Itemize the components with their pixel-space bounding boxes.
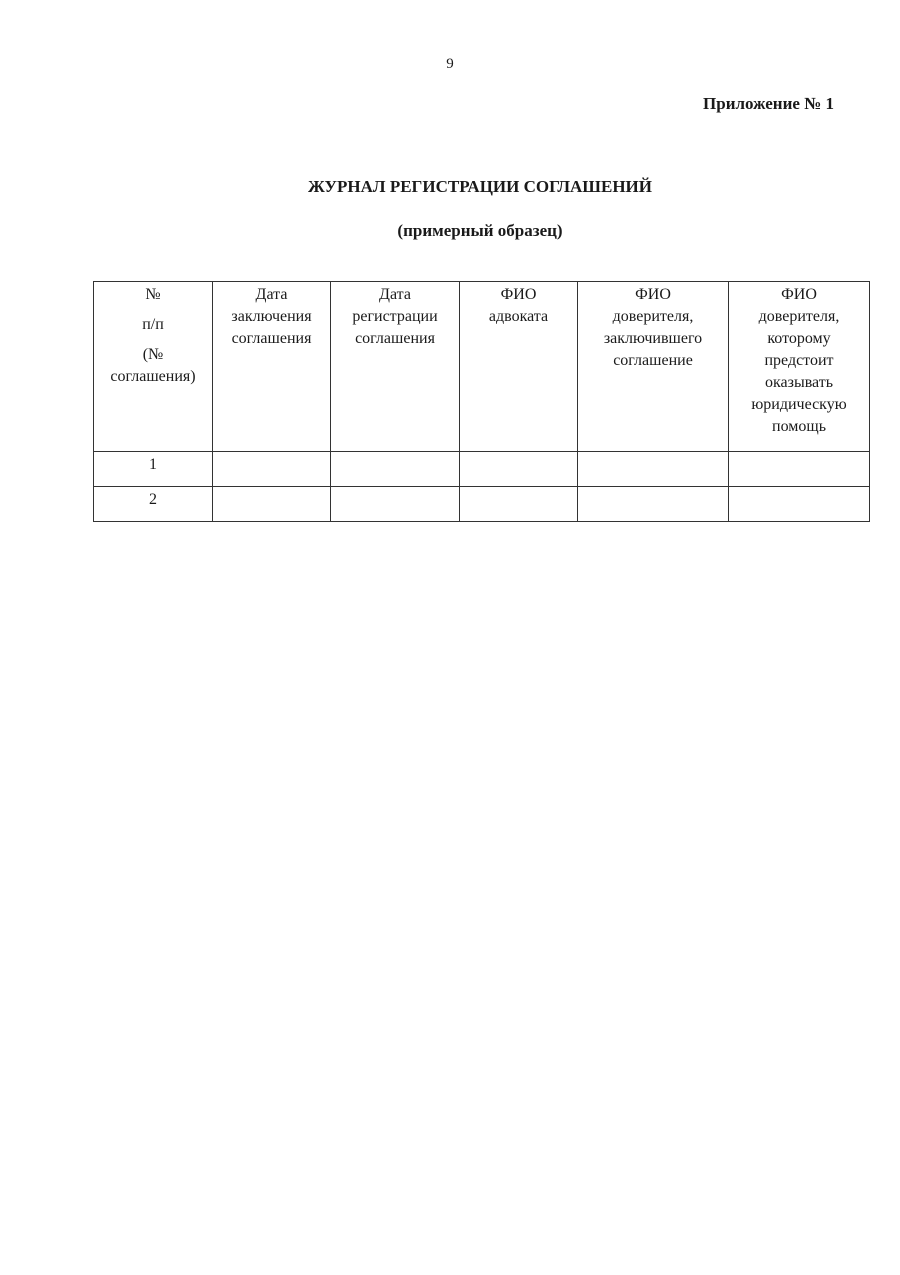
registration-journal-table [93,281,870,522]
header-text-line: Дата [379,286,411,303]
table-header-row [94,282,870,452]
header-text-line: помощь [772,418,826,435]
table-row [94,487,870,522]
header-text-line: соглашения [355,330,435,347]
header-text-line: доверителя, [758,308,840,325]
header-registration-date [331,282,460,452]
appendix-label: Приложение № 1 [703,94,834,113]
header-number-symbol: № [145,286,161,303]
header-number-pp: п/п [142,316,164,333]
table-cell [213,452,331,487]
header-number [94,282,213,452]
header-agreement-number-open: (№ [142,346,164,363]
header-agreement-number-close: соглашения) [110,368,196,385]
header-lawyer-name [460,282,578,452]
table-cell [331,452,460,487]
header-text-line: заключения [231,308,312,325]
header-text-line: заключившего [603,330,703,347]
header-text-line: регистрации [352,308,438,325]
header-text-line: доверителя, [612,308,694,325]
table-cell [460,452,578,487]
table-cell [331,487,460,522]
header-text-line: соглашения [231,330,312,347]
table-cell [578,487,729,522]
header-text-line: соглашение [613,352,693,369]
header-text-line: предстоит [764,352,834,369]
header-text-line: ФИО [635,286,671,303]
header-principal-assisted [729,282,870,452]
header-text-line: ФИО [500,286,537,303]
header-text-line: которому [767,330,831,347]
header-conclusion-date [213,282,331,452]
table-cell [460,487,578,522]
page-number: 9 [446,56,454,72]
table-cell [578,452,729,487]
document-title: ЖУРНАЛ РЕГИСТРАЦИИ СОГЛАШЕНИЙ [307,177,652,196]
table-cell [729,452,870,487]
row-number-cell: 2 [94,487,213,522]
header-text-line: оказывать [764,374,834,391]
table-row [94,452,870,487]
header-text-line: юридическую [751,396,847,413]
header-text-line: Дата [255,286,288,303]
row-number-cell: 1 [94,452,213,487]
table-cell [729,487,870,522]
header-text-line: ФИО [781,286,817,303]
header-principal-concluded [578,282,729,452]
document-subtitle: (примерный образец) [397,221,563,240]
table-cell [213,487,331,522]
header-text-line: адвоката [488,308,549,325]
